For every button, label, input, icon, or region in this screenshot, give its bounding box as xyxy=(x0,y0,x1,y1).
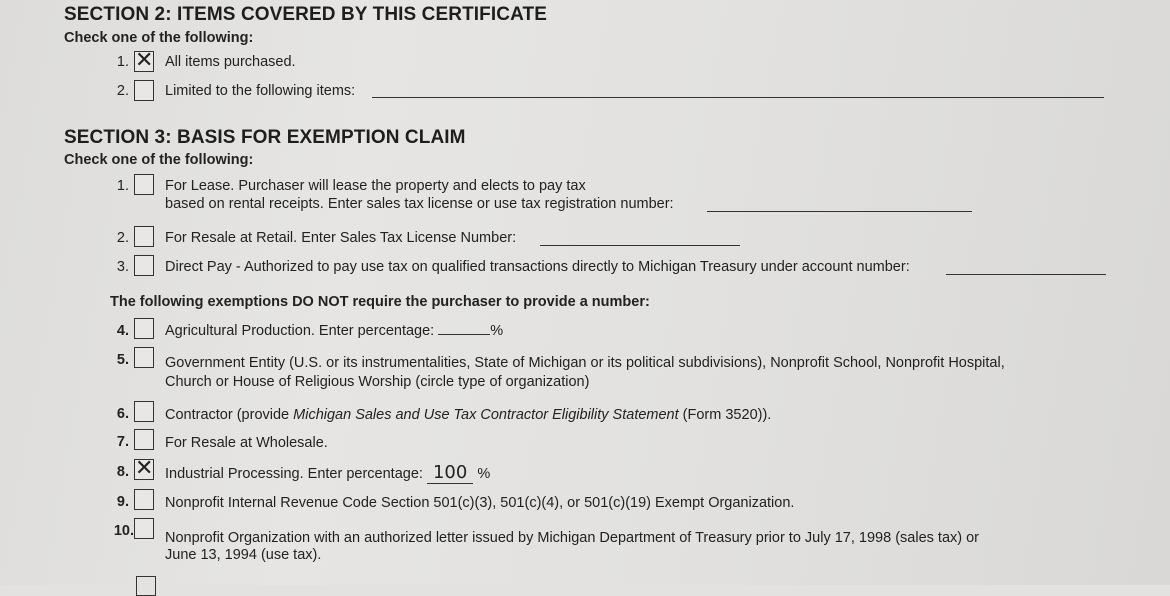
checkbox-contractor[interactable] xyxy=(134,401,154,422)
checkbox-resale-wholesale[interactable] xyxy=(134,429,154,450)
item-number: 10. xyxy=(113,523,134,539)
checkbox-agricultural[interactable] xyxy=(134,318,154,339)
checkbox-item-11-partial[interactable] xyxy=(136,576,156,596)
item-label-line2: based on rental receipts. Enter sales tax license or use tax registration number: xyxy=(165,196,674,212)
item-label-suffix: (Form 3520)). xyxy=(678,407,772,423)
check-mark-icon: ✕ xyxy=(135,456,154,481)
item-label-line1: For Lease. Purchaser will lease the property and elects to pay tax xyxy=(165,178,586,194)
industrial-percentage-field[interactable]: 100 xyxy=(427,462,473,484)
item-label: All items purchased. xyxy=(165,54,296,70)
item-number: 4. xyxy=(116,323,129,339)
checkbox-resale-retail[interactable] xyxy=(134,226,154,247)
item-number: 3. xyxy=(116,259,129,275)
check-mark-icon: ✕ xyxy=(135,48,154,73)
item-number: 5. xyxy=(116,352,129,368)
item-label: For Resale at Wholesale. xyxy=(165,435,328,451)
item-label: Nonprofit Internal Revenue Code Section 501(c)(3), 501(c)(4), or 501(c)(19) Exempt Organization. xyxy=(165,495,795,511)
item-number: 6. xyxy=(116,406,129,422)
item-label-line1: Government Entity (U.S. or its instrumentalities, State of Michigan or its political subdivisions), Nonprofit School, Nonprofit Hospital, xyxy=(165,355,1005,371)
item-label: Contractor (provide xyxy=(165,407,294,423)
checkbox-nonprofit-letter[interactable] xyxy=(134,518,154,539)
agricultural-percentage-field[interactable] xyxy=(438,333,490,335)
checkbox-all-items[interactable] xyxy=(134,48,154,73)
limited-items-field[interactable] xyxy=(372,97,1104,98)
percent-sign: % xyxy=(477,466,491,482)
item-label: Direct Pay - Authorized to pay use tax on qualified transactions directly to Michigan Treasury under account number: xyxy=(165,259,910,275)
no-number-note: The following exemptions DO NOT require the purchaser to provide a number: xyxy=(110,294,650,310)
checkbox-limited-items[interactable] xyxy=(134,80,154,101)
lease-license-field[interactable] xyxy=(707,211,972,212)
item-number: 1. xyxy=(116,54,129,70)
account-number-field[interactable] xyxy=(946,274,1106,275)
item-number: 2. xyxy=(116,230,129,246)
checkbox-industrial-processing[interactable] xyxy=(134,456,154,481)
section2-title: SECTION 2: ITEMS COVERED BY THIS CERTIFICATE xyxy=(64,4,547,25)
checkbox-direct-pay[interactable] xyxy=(134,255,154,276)
checkbox-nonprofit-irc[interactable] xyxy=(134,489,154,510)
item-number: 1. xyxy=(116,178,129,194)
item-number: 2. xyxy=(116,83,129,99)
item-number: 9. xyxy=(116,494,129,510)
checkbox-for-lease[interactable] xyxy=(134,174,154,195)
item-label: Agricultural Production. Enter percentage: xyxy=(165,323,435,339)
section3-instruction: Check one of the following: xyxy=(64,152,254,168)
item-label-line1: Nonprofit Organization with an authorized letter issued by Michigan Department of Treasury prior to July 17, 1998 (sales tax) or xyxy=(165,530,980,546)
item-number: 8. xyxy=(116,464,129,480)
item-label: For Resale at Retail. Enter Sales Tax License Number: xyxy=(165,230,517,246)
section3-title: SECTION 3: BASIS FOR EXEMPTION CLAIM xyxy=(64,127,466,148)
percent-sign: % xyxy=(490,323,504,339)
checkbox-government-entity[interactable] xyxy=(134,347,154,368)
item-label: Industrial Processing. Enter percentage: xyxy=(165,466,423,482)
item-label-line2: June 13, 1994 (use tax). xyxy=(165,547,322,563)
form-name: Michigan Sales and Use Tax Contractor Eligibility Statement xyxy=(293,407,679,423)
item-label: Limited to the following items: xyxy=(165,83,356,99)
sales-tax-license-field[interactable] xyxy=(540,245,740,246)
section2-instruction: Check one of the following: xyxy=(64,30,254,46)
item-number: 7. xyxy=(116,434,129,450)
item-label-line2: Church or House of Religious Worship (circle type of organization) xyxy=(165,374,590,390)
